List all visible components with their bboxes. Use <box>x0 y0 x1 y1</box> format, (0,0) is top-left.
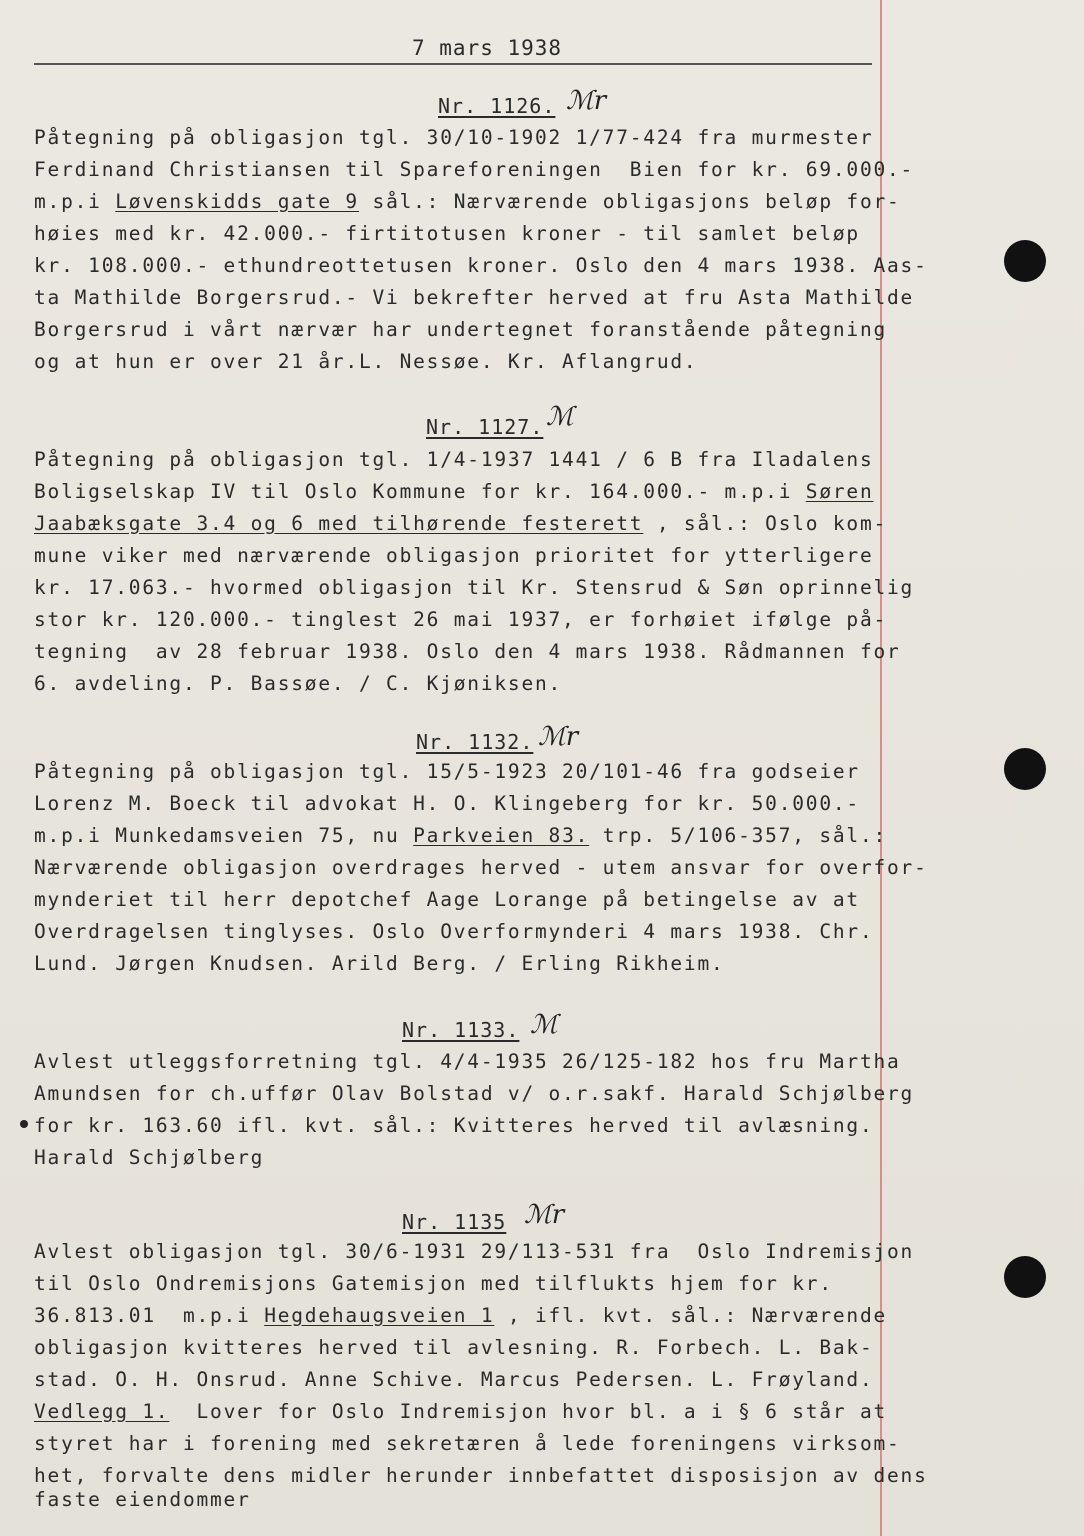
text-line: til Oslo Ondremisjons Gatemisjon med tilflukts hjem for kr. <box>34 1272 833 1295</box>
text-line: Påtegning på obligasjon tgl. 1/4-1937 1441 / 6 B fra Iladalens <box>34 448 874 471</box>
text-line: Overdragelsen tinglyses. Oslo Overformynderi 4 mars 1938. Chr. <box>34 920 874 943</box>
text-line: mynderiet til herr depotchef Aage Lorange på betingelse av at <box>34 888 860 911</box>
handwritten-mark: ℳr <box>524 1200 565 1230</box>
text-line: stad. O. H. Onsrud. Anne Schive. Marcus Pedersen. L. Frøyland. <box>34 1368 874 1391</box>
header-rule <box>34 63 872 65</box>
page-date: 7 mars 1938 <box>412 36 563 60</box>
text-line: Harald Schjølberg <box>34 1146 265 1169</box>
punch-hole <box>1004 240 1046 282</box>
text-line: Vedlegg 1. Lover for Oslo Indremisjon hvor bl. a i § 6 står at <box>34 1400 888 1423</box>
underlined-text: Jaabæksgate 3.4 og 6 med tilhørende festerett <box>34 512 644 535</box>
text-line: Påtegning på obligasjon tgl. 30/10-1902 1/77-424 fra murmester <box>34 126 874 149</box>
entry-number: Nr. 1126. <box>438 94 556 118</box>
underlined-text: Søren <box>805 480 874 503</box>
text-line: høies med kr. 42.000.- firtitotusen kroner - til samlet beløp <box>34 222 860 245</box>
ink-dot <box>20 1120 28 1128</box>
entry-number: Nr. 1135 <box>402 1210 507 1234</box>
text-line: m.p.i Løvenskidds gate 9 sål.: Nærværende obligasjons beløp for- <box>34 190 901 213</box>
text-line: 36.813.01 m.p.i Hegdehaugsveien 1 , ifl. kvt. sål.: Nærværende <box>34 1304 888 1327</box>
underlined-text: Parkveien 83. <box>413 824 590 847</box>
underlined-text: Vedlegg 1. <box>34 1400 170 1423</box>
text-line: kr. 108.000.- ethundreottetusen kroner. Oslo den 4 mars 1938. Aas- <box>34 254 928 277</box>
text-line: Jaabæksgate 3.4 og 6 med tilhørende festerett , sål.: Oslo kom- <box>34 512 888 535</box>
handwritten-mark: ℳr <box>538 722 579 752</box>
entry-number: Nr. 1132. <box>416 730 534 754</box>
text-line: obligasjon kvitteres herved til avlesning. R. Forbech. L. Bak- <box>34 1336 874 1359</box>
underlined-text: Løvenskidds gate 9 <box>115 190 359 213</box>
entry-number: Nr. 1127. <box>426 415 544 439</box>
text-line: tegning av 28 februar 1938. Oslo den 4 mars 1938. Rådmannen for <box>34 640 901 663</box>
text-line: ta Mathilde Borgersrud.- Vi bekrefter herved at fru Asta Mathilde <box>34 286 915 309</box>
text-line: Amundsen for ch.uffør Olav Bolstad v/ o.r.sakf. Harald Schjølberg <box>34 1082 915 1105</box>
text-line: Ferdinand Christiansen til Spareforeningen Bien for kr. 69.000.- <box>34 158 915 181</box>
text-line: kr. 17.063.- hvormed obligasjon til Kr. Stensrud & Søn oprinnelig <box>34 576 915 599</box>
text-line: mune viker med nærværende obligasjon prioritet for ytterligere <box>34 544 874 567</box>
text-line: Lorenz M. Boeck til advokat H. O. Klingeberg for kr. 50.000.- <box>34 792 860 815</box>
text-line: Påtegning på obligasjon tgl. 15/5-1923 20/101-46 fra godseier <box>34 760 860 783</box>
text-line: Nærværende obligasjon overdrages herved - utem ansvar for overfor- <box>34 856 928 879</box>
text-line: faste eiendommer <box>34 1488 251 1511</box>
text-line: Boligselskap IV til Oslo Kommune for kr. 164.000.- m.p.i Søren <box>34 480 874 503</box>
handwritten-mark: ℳ <box>546 402 574 432</box>
punch-hole <box>1004 748 1046 790</box>
text-line: Avlest utleggsforretning tgl. 4/4-1935 26/125-182 hos fru Martha <box>34 1050 901 1073</box>
text-line: stor kr. 120.000.- tinglest 26 mai 1937, er forhøiet ifølge på- <box>34 608 888 631</box>
text-line: Avlest obligasjon tgl. 30/6-1931 29/113-531 fra Oslo Indremisjon <box>34 1240 915 1263</box>
text-line: for kr. 163.60 ifl. kvt. sål.: Kvitteres herved til avlæsning. <box>34 1114 874 1137</box>
handwritten-mark: ℳr <box>566 86 607 116</box>
text-line: het, forvalte dens midler herunder innbefattet disposisjon av dens <box>34 1464 928 1487</box>
entry-number: Nr. 1133. <box>402 1018 520 1042</box>
text-line: og at hun er over 21 år.L. Nessøe. Kr. Aflangrud. <box>34 350 698 373</box>
text-line: styret har i forening med sekretæren å lede foreningens virksom- <box>34 1432 901 1455</box>
text-line: 6. avdeling. P. Bassøe. / C. Kjøniksen. <box>34 672 563 695</box>
text-line: m.p.i Munkedamsveien 75, nu Parkveien 83. trp. 5/106-357, sål.: <box>34 824 888 847</box>
text-line: Borgersrud i vårt nærvær har undertegnet foranstående påtegning <box>34 318 888 341</box>
punch-hole <box>1004 1256 1046 1298</box>
text-line: Lund. Jørgen Knudsen. Arild Berg. / Erling Rikheim. <box>34 952 725 975</box>
underlined-text: Hegdehaugsveien 1 <box>264 1304 495 1327</box>
handwritten-mark: ℳ <box>530 1010 558 1040</box>
